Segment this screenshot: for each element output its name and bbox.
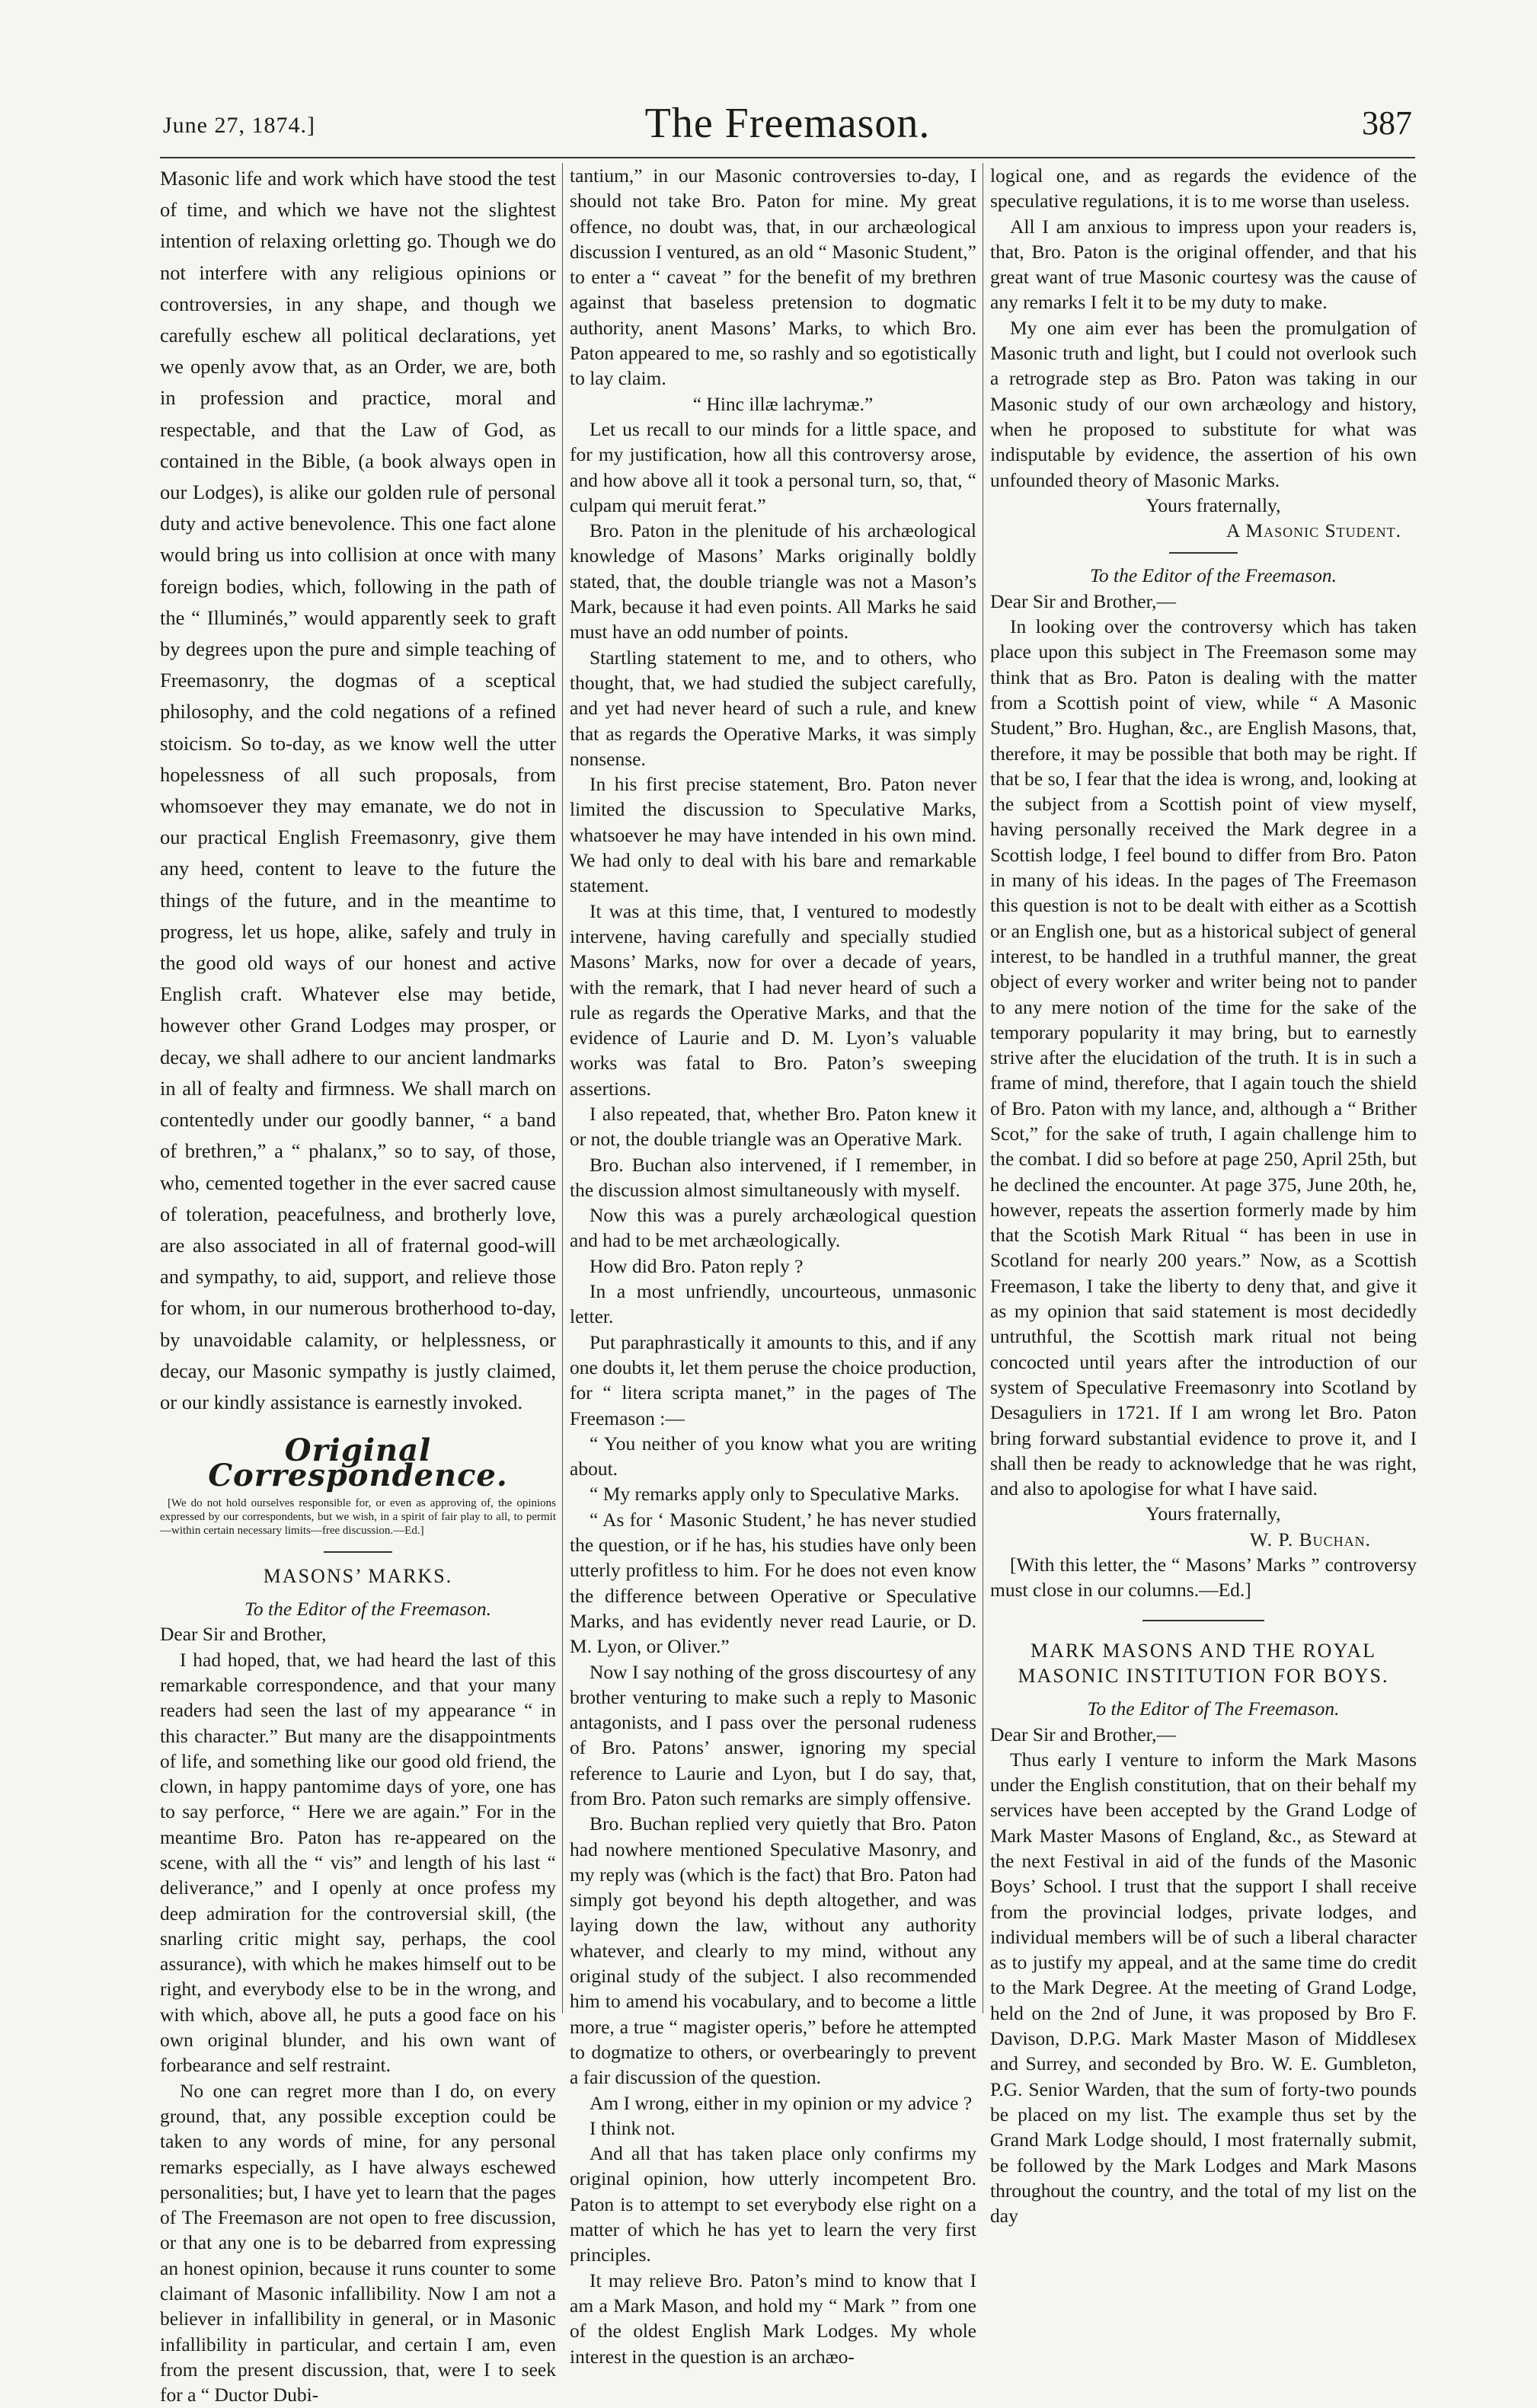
letter-signature: A Masonic Student.	[1226, 519, 1401, 542]
column-1	[160, 163, 556, 2408]
letter-paragraph: I also repeated, that, whether Bro. Paton knew it or not, the double triangle was an Operative Mark.	[570, 1102, 976, 1151]
column-2	[570, 163, 976, 2369]
divider	[324, 1551, 392, 1553]
latin-quote: “ Hinc illæ lachrymæ.”	[692, 392, 874, 415]
newspaper-title: The Freemason.	[644, 100, 931, 147]
letter-paragraph: Bro. Paton in the plenitude of his archæological knowledge of Masons’ Marks originally boldly stated, that, the double triangle was not a Mason’s Mark, because it had even points. All Marks he said must have an odd number of points.	[570, 519, 976, 644]
divider	[1169, 552, 1238, 554]
letter-salutation: Dear Sir and Brother,—	[990, 1723, 1176, 1745]
letter-paragraph: logical one, and as regards the evidence of the speculative regulations, it is to me worse than useless.	[990, 164, 1417, 212]
letter-heading: MASONS’ MARKS.	[263, 1564, 453, 1587]
letter-paragraph: My one aim ever has been the promulgation of Masonic truth and light, but I could not overlook such a retrograde step as Bro. Paton was taking in our Masonic study of our own archæology and history, when he proposed to substitute for what was indisputable by evidence, the assertion of his own unfounded theory of Masonic Marks.	[990, 316, 1417, 491]
letter-paragraph: tantium,” in our Masonic controversies to-day, I should not take Bro. Paton for mine. My great offence, no doubt was, that, in our archæological discussion I ventured, as an old “ Masonic Student,” to enter a “ caveat ” for the benefit of my brethren against that baseless pretension to dogmatic authority, anent Masons’ Marks, to which Bro. Paton appeared to me, so rashly and so egotistically to lay claim.	[570, 164, 976, 390]
article-heading: MARK MASONS AND THE ROYAL MASONIC INSTITUTION FOR BOYS.	[1018, 1639, 1389, 1687]
letter-paragraph: I had hoped, that, we had heard the last of this remarkable correspondence, and that your many readers had seen the last of my appearance “ in this character.” But many are the disappointments of life, and something like our good old friend, the clown, in happy pantomime days of yore, one has to say perforce, “ Here we are again.” For in the meantime Bro. Paton has re-appeared on the scene, with all the “ vis” and length of his last “ deliverance,” and I openly at once profess my deep admiration for the controversial skill, (the snarling critic might say, perhaps, the cool assurance), with which he makes himself out to be right, and everybody else to be in the wrong, and with which, above all, he puts a good face on his own original blunder, and his own want of forbearance and self restraint.	[160, 1648, 556, 2077]
letter-address: To the Editor of The Freemason.	[1087, 1697, 1340, 1720]
letter-address: To the Editor of the Freemason.	[1090, 564, 1337, 587]
letter-paragraph: In a most unfriendly, uncourteous, unmasonic letter.	[570, 1280, 976, 1328]
letter-signature: W. P. Buchan.	[1250, 1528, 1371, 1551]
section-title: Original Correspondence.	[208, 1432, 508, 1494]
letter-paragraph: Let us recall to our minds for a little space, and for my justification, how all this controversy arose, and how above all it took a personal turn, so, that, “ culpam qui meruit ferat.”	[570, 417, 976, 516]
letter-paragraph: All I am anxious to impress upon your readers is, that, Bro. Paton is the original offender, and that his great want of true Masonic courtesy was the cause of any remarks I felt it to be my duty to make.	[990, 215, 1417, 314]
letter-paragraph: Now I say nothing of the gross discourtesy of any brother venturing to make such a reply to Masonic antagonists, and I pass over the personal rudeness of Bro. Patons’ answer, ignoring my special reference to Laurie and Lyon, but I do say, that, from Bro. Paton such remarks are simply offensive.	[570, 1660, 976, 1809]
letter-signoff: Yours fraternally,	[1146, 493, 1281, 516]
column-divider	[562, 163, 563, 2014]
letter-signoff: Yours fraternally,	[1146, 1503, 1281, 1525]
letter-paragraph: “ You neither of you know what you are writing about.	[570, 1432, 976, 1480]
letter-paragraph: Bro. Buchan also intervened, if I remember, in the discussion almost simultaneously with myself.	[570, 1153, 976, 1201]
divider	[1142, 1620, 1264, 1621]
letter-paragraph: Put paraphrastically it amounts to this, and if any one doubts it, let them peruse the choice production, for “ litera scripta manet,” in the pages of The Freemason :—	[570, 1330, 976, 1429]
letter-paragraph: In his first precise statement, Bro. Paton never limited the discussion to Speculative Marks, whatsoever he may have intended in his own mind. We had only to deal with his bare and remarkable statement.	[570, 773, 976, 897]
letter-paragraph: I think not.	[590, 2116, 676, 2139]
header-rule	[160, 157, 1415, 158]
letter-paragraph: Startling statement to me, and to others, who thought, that, we had studied the subject carefully, and yet had never heard of such a rule, and knew that as regards the Operative Marks, it was simply nonsense.	[570, 646, 976, 770]
letter-paragraph: And all that has taken place only confirms my original opinion, how utterly incompetent Bro. Paton is to attempt to set everybody else right on a matter of which he has yet to learn the very first principles.	[570, 2142, 976, 2266]
issue-date: June 27, 1874.]	[163, 113, 315, 138]
page-number: 387	[1362, 104, 1412, 142]
column-3	[990, 163, 1417, 2228]
letter-paragraph: It was at this time, that, I ventured to modestly intervene, having carefully and specially studied Masons’ Marks, now for over a decade of years, with the remark, that I had never heard of such a rule as regards the Operative Marks, and that the evidence of Laurie and D. M. Lyon’s valuable works was fatal to Bro. Paton’s sweeping assertions.	[570, 899, 976, 1100]
letter-paragraph: It may relieve Bro. Paton’s mind to know that I am a Mark Mason, and hold my “ Mark ” from one of the oldest English Mark Lodges. My whole interest in the question is an archæo-	[570, 2269, 976, 2368]
letter-paragraph: Bro. Buchan replied very quietly that Bro. Paton had nowhere mentioned Speculative Masonry, and my reply was (which is the fact) that Bro. Paton had simply got beyond his depth altogether, and was laying down the law, without any authority whatever, and clearly to my mind, without any original study of the subject. I also recommended him to amend his vocabulary, and to become a little more, a true “ magister operis,” before he attempted to dogmatize to others, or overbearingly to prevent a fair discussion of the question.	[570, 1812, 976, 2089]
letter-address: To the Editor of the Freemason.	[244, 1598, 491, 1621]
editor-note: [With this letter, the “ Masons’ Marks ” controversy must close in our columns.—Ed.]	[990, 1554, 1417, 1602]
masthead	[163, 99, 1412, 152]
letter-paragraph: “ My remarks apply only to Speculative Marks.	[590, 1483, 960, 1506]
letter-paragraph: In looking over the controversy which has taken place upon this subject in The Freemason some may think that as Bro. Paton is dealing with the matter from a Scottish point of view, while “ A Masonic Student,” Bro. Hughan, &c., are English Masons, that, therefore, it may be possible that both may be right. If that be so, I fear that the idea is wrong, and, looking at the subject from a Scottish point of view myself, having personally received the Mark degree in a Scottish lodge, I feel bound to differ from Bro. Paton in many of his ideas. In the pages of The Freemason this question is not to be dealt with either as a Scottish or an English one, but as a historical subject of general interest, to be handled in a truthful manner, the great object of every worker and writer being not to pander to any mere notion of the time for the sake of the temporary popularity it may bring, but to earnestly strive after the elucidation of the truth. It is in such a frame of mind, therefore, that I again touch the shield of Bro. Paton with my lance, and, although a “ Brither Scot,” for the sake of truth, I again challenge him to the combat. I did so before at page 250, April 25th, but he declined the encounter. At page 375, June 20th, he, however, repeats the assertion formerly made by him that the Scotish Mark Ritual “ has been in use in Scotland for nearly 200 years.” Now, as a Scottish Freemason, I take the liberty to deny that, and give it as my opinion that said statement is most decidedly untruthful, the Scottish mark ritual not being concocted until years after the introduction of our system of Speculative Freemasonry into Scotland by Desaguliers in 1721. If I am wrong let Bro. Paton bring forward substantial evidence to prove it, and I shall then be ready to acknowledge that he was right, and also to apologise for what I have said.	[990, 615, 1417, 1500]
editorial-paragraph: Masonic life and work which have stood the test of time, and which we have not the slightest intention of relaxing orletting go. Though we do not interfere with any religious opinions or controversies, in any shape, and though we carefully eschew all political declarations, yet we openly avow that, as an Order, we are, both in profession and practice, moral and respectable, and that the Law of God, as contained in the Bible, (a book always open in our Lodges), is alike our golden rule of personal duty and active benevolence. This one fact alone would bring us into collision at once with many foreign bodies, which, following in the path of the “ Illuminés,” would apparently seek to graft by degrees upon the pure and simple teaching of Freemasonry, the dogmas of a sceptical philosophy, and the cold negations of a refined stoicism. So to-day, as we know well the utter hopelessness of all such proposals, from whomsoever they may emanate, we do not in our practical English Freemasonry, give them any heed, content to leave to the future the things of the future, and in the meantime to progress, let us hope, alike, safely and truly in the good old ways of our honest and active English craft. Whatever else may betide, however other Grand Lodges may prosper, or decay, we shall adhere to our ancient landmarks in all of fealty and firmness. We shall march on contentedly under our goodly banner, “ a band of brethren,” a “ phalanx,” so to say, of those, who, cemented together in the ever sacred cause of toleration, peacefulness, and brotherly love, are also associated in all of fraternal good-will and sympathy, to aid, support, and relieve those for whom, in our numerous brotherhood to-day, by unavoidable calamity, or helplessness, or decay, our Masonic sympathy is justly claimed, or our kindly assistance is earnestly invoked.	[160, 167, 556, 1413]
letter-paragraph: Thus early I venture to inform the Mark Masons under the English constitution, that on their behalf my services have been accepted by the Grand Lodge of Mark Master Masons of England, &c., as Steward at the next Festival in aid of the funds of the Masonic Boys’ School. I trust that the support I shall receive from the provincial lodges, private lodges, and individual members will be of such a liberal character as to justify my appeal, and at the same time do credit to the Mark Degree. At the meeting of Grand Lodge, held on the 2nd of June, it was proposed by Bro F. Davison, D.P.G. Mark Master Mason of Middlesex and Surrey, and seconded by Bro. W. E. Gumbleton, P.G. Senior Warden, that the sum of forty-two pounds be placed on my list. The example thus set by the Grand Mark Lodge should, I most fraternally submit, be followed by the Mark Lodges and Mark Masons throughout the country, and the total of my list on the day	[990, 1748, 1417, 2228]
letter-salutation: Dear Sir and Brother,—	[990, 589, 1176, 612]
letter-paragraph: No one can regret more than I do, on every ground, that, any possible exception could be taken to any words of mine, for any personal remarks especially, as I have always eschewed personalities; but, I have yet to learn that the pages of The Freemason are not open to free discussion, or that any one is to be debarred from expressing an honest opinion, because it runs counter to some claimant of Masonic infallibility. Now I am not a believer in infallibility in general, or in Masonic infallibility in particular, and certain I am, even from the present discussion, that, were I to seek for a “ Ductor Dubi-	[160, 2079, 556, 2406]
letter-salutation: Dear Sir and Brother,	[160, 1623, 327, 1646]
editorial-disclaimer: [We do not hold ourselves responsible for, or even as approving of, the opinions expressed by our correspondents, but we wish, in a spirit of fair play to all, to permit—within certain necessary limits—free discussion.—Ed.]	[160, 1496, 556, 1537]
letter-paragraph: Now this was a purely archæological question and had to be met archæologically.	[570, 1204, 976, 1252]
letter-paragraph: “ As for ‘ Masonic Student,’ he has never studied the question, or if he has, his studies have only been utterly profitless to him. For he does not even know the difference between Operative or Speculative Marks, and has evidently never read Laurie, or D. M. Lyon, or Oliver.”	[570, 1508, 976, 1658]
letter-paragraph: Am I wrong, either in my opinion or my advice ?	[590, 2091, 973, 2114]
letter-paragraph: How did Bro. Paton reply ?	[590, 1254, 804, 1277]
